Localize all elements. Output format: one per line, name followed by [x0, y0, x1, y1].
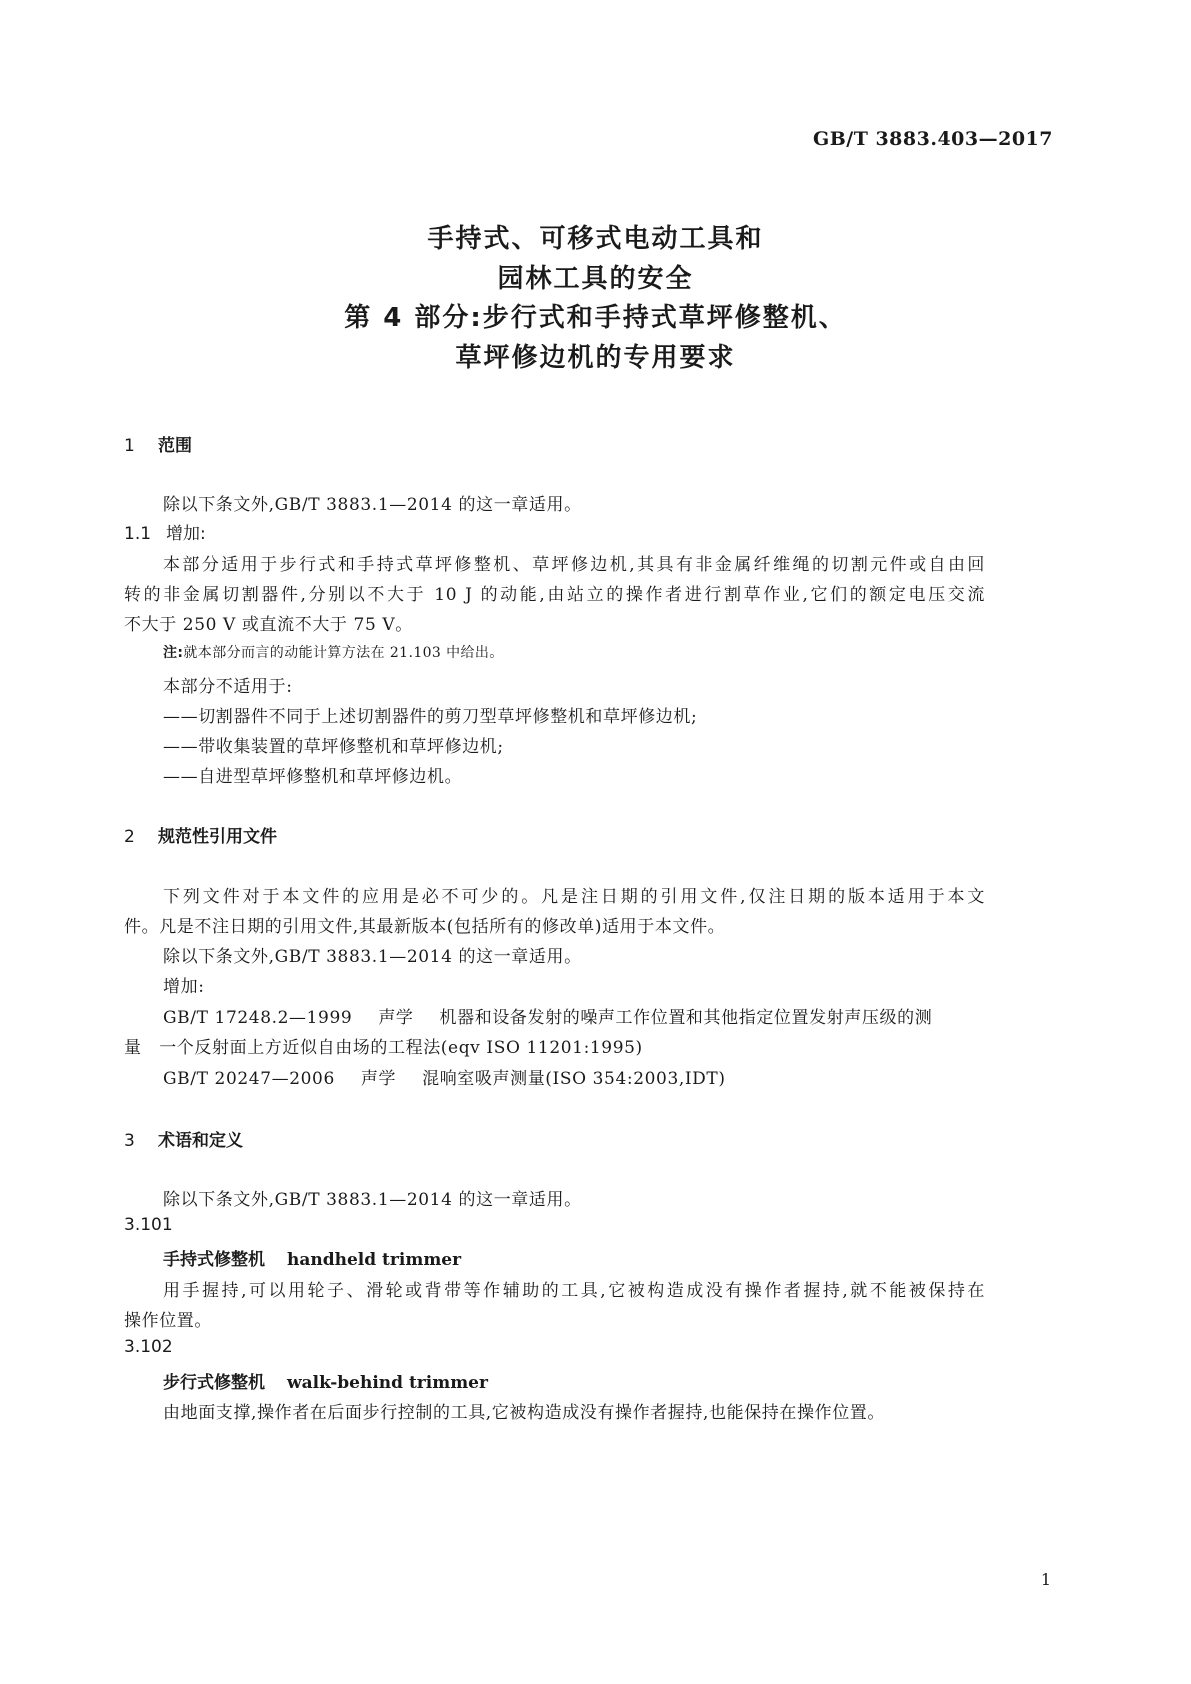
reference-2-subject: 声学	[360, 1069, 397, 1089]
page-number: 1	[1040, 1570, 1051, 1589]
title-line-1: 手持式、可移式电动工具和	[427, 224, 764, 254]
term-1-definition-line-2: 操作位置。	[124, 1311, 212, 1331]
scope-line-3: 不大于 250 V 或直流不大于 75 V。	[124, 615, 413, 635]
note-text: 就本部分而言的动能计算方法在 21.103 中给出。	[183, 645, 504, 661]
term-2	[163, 1368, 488, 1393]
reference-2	[163, 1064, 726, 1089]
exclusion-item-1: ——切割器件不同于上述切割器件的剪刀型草坪修整机和草坪修边机;	[163, 707, 698, 727]
section-2-number: 2	[124, 827, 135, 847]
reference-1-subject: 声学	[378, 1008, 414, 1028]
section-1-title: 范围	[158, 436, 192, 456]
section-1-heading	[124, 431, 192, 456]
section-3-paragraph: 除以下条文外,GB/T 3883.1—2014 的这一章适用。	[163, 1190, 582, 1210]
title-line-2: 园林工具的安全	[497, 264, 694, 294]
term-1-number: 3.101	[124, 1215, 173, 1235]
term-2-chinese: 步行式修整机	[163, 1373, 265, 1393]
scope-line-1: 本部分适用于步行式和手持式草坪修整机、草坪修边机,其具有非金属纤维绳的切割元件或自由回	[163, 555, 985, 575]
scope-note	[163, 642, 504, 662]
term-1-definition-line-1: 用手握持,可以用轮子、滑轮或背带等作辅助的工具,它被构造成没有操作者握持,就不能被保持在	[163, 1281, 985, 1301]
reference-1	[163, 1003, 932, 1028]
exclusion-item-2: ——带收集装置的草坪修整机和草坪修边机;	[163, 737, 504, 757]
title-line-4: 草坪修边机的专用要求	[455, 343, 736, 373]
title-line-3: 第 4 部分:步行式和手持式草坪修整机、	[344, 303, 847, 333]
reference-2-code: GB/T 20247—2006	[163, 1069, 335, 1089]
document-code: GB/T 3883.403—2017	[812, 128, 1053, 150]
addition-label: 增加:	[163, 977, 205, 997]
term-2-number: 3.102	[124, 1337, 173, 1357]
section-2-paragraph: 除以下条文外,GB/T 3883.1—2014 的这一章适用。	[163, 947, 582, 967]
reference-1-continued: 量 一个反射面上方近似自由场的工程法(eqv ISO 11201:1995)	[124, 1038, 643, 1058]
not-apply-intro: 本部分不适用于:	[163, 677, 293, 697]
scope-line-2: 转的非金属切割器件,分别以不大于 10 J 的动能,由站立的操作者进行割草作业,它们的额定电压交流	[124, 585, 985, 605]
reference-1-title: 机器和设备发射的噪声工作位置和其他指定位置发射声压级的测	[439, 1008, 933, 1028]
reference-1-code: GB/T 17248.2—1999	[163, 1008, 353, 1028]
section-1-number: 1	[124, 436, 135, 456]
section-3-heading	[124, 1126, 243, 1151]
section-2-heading	[124, 822, 277, 847]
clause-1-1-title: 增加:	[166, 524, 206, 544]
term-1-chinese: 手持式修整机	[163, 1250, 265, 1270]
exclusion-item-3: ——自进型草坪修整机和草坪修边机。	[163, 767, 463, 787]
note-label: 注:	[163, 645, 184, 661]
section-3-number: 3	[124, 1131, 135, 1151]
normative-refs-line-2: 件。凡是不注日期的引用文件,其最新版本(包括所有的修改单)适用于本文件。	[124, 917, 726, 937]
clause-1-1-number: 1.1	[124, 524, 152, 544]
term-2-english: walk-behind trimmer	[287, 1373, 488, 1393]
section-1-paragraph: 除以下条文外,GB/T 3883.1—2014 的这一章适用。	[163, 495, 582, 515]
reference-2-title: 混响室吸声测量(ISO 354:2003,IDT)	[422, 1069, 726, 1089]
term-1-english: handheld trimmer	[287, 1250, 462, 1270]
section-3-title: 术语和定义	[158, 1131, 243, 1151]
normative-refs-line-1: 下列文件对于本文件的应用是必不可少的。凡是注日期的引用文件,仅注日期的版本适用于本文	[163, 887, 985, 907]
term-2-definition: 由地面支撑,操作者在后面步行控制的工具,它被构造成没有操作者握持,也能保持在操作位置。	[163, 1403, 886, 1423]
term-1	[163, 1245, 461, 1270]
clause-1-1	[124, 519, 206, 544]
section-2-title: 规范性引用文件	[158, 827, 277, 847]
